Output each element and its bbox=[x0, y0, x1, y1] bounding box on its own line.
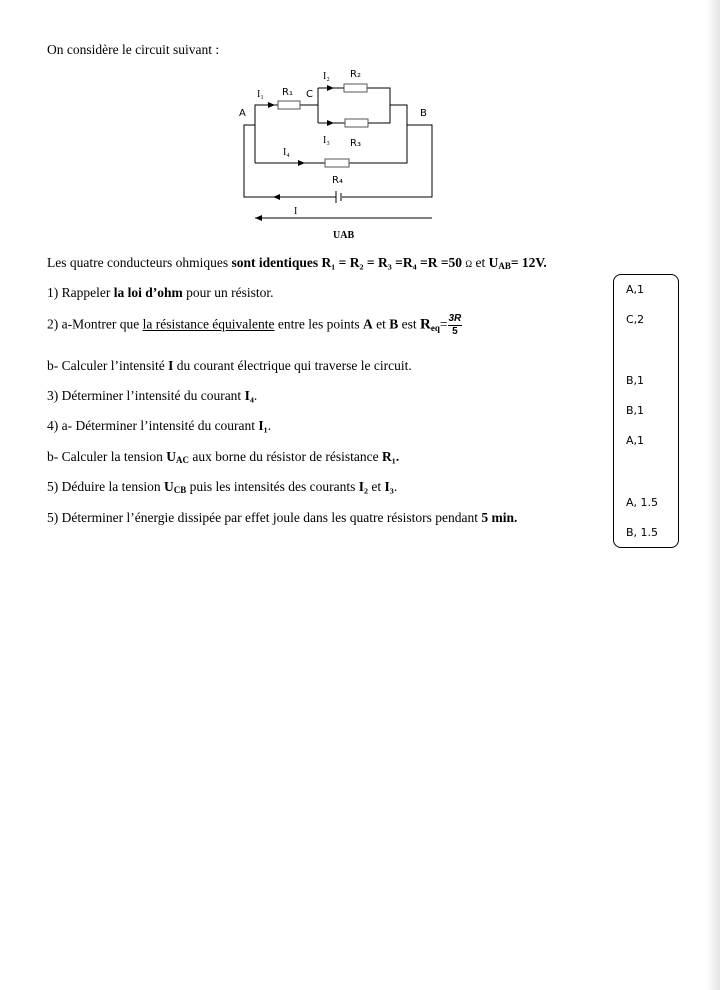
circuit-diagram bbox=[0, 0, 720, 250]
node-a-label: A bbox=[239, 108, 246, 119]
question-1: 1) Rappeler la loi d’ohm pour un résistor. bbox=[47, 285, 274, 300]
question-3: 3) Déterminer l’intensité du courant I₄. bbox=[47, 388, 258, 403]
resistor-r2 bbox=[344, 84, 367, 92]
resistor-r1 bbox=[278, 101, 300, 109]
mark-4: B,1 bbox=[626, 404, 645, 417]
i1-label: I₁ bbox=[257, 89, 264, 100]
r4-label: R₄ bbox=[332, 175, 343, 186]
i2-label: I₂ bbox=[323, 71, 330, 82]
question-2a: 2) a-Montrer que la résistance équivalente entre les points A et B est $R_{eq}=$ $\frac{3R}{5}$ bbox=[47, 313, 462, 337]
statement: Les quatre conducteurs ohmiques sont identiques R₁ = R₂ = R₃ =R₄ =R =50 Ω et $U_{AB}= 12V$. bbox=[47, 255, 547, 271]
r2-label: R₂ bbox=[350, 69, 361, 80]
r1-label: R₁ bbox=[282, 87, 293, 98]
i3-label: I₃ bbox=[323, 135, 330, 146]
i-label: I bbox=[294, 206, 298, 217]
node-c-label: C bbox=[306, 89, 313, 100]
question-4a: 4) a- Déterminer l’intensité du courant I₁. bbox=[47, 418, 272, 433]
question-4b: b- Calculer la tension $U_{AC}$ aux borne du résistor de résistance R₁. bbox=[47, 449, 400, 465]
mark-7: B, 1.5 bbox=[626, 526, 659, 539]
intro-text: On considère le circuit suivant : bbox=[47, 42, 220, 57]
resistor-r3 bbox=[345, 119, 368, 127]
wires bbox=[244, 88, 432, 218]
mark-2: C,2 bbox=[626, 313, 645, 326]
mark-3: B,1 bbox=[626, 374, 645, 387]
question-2b: b- Calculer l’intensité I du courant électrique qui traverse le circuit. bbox=[47, 358, 412, 373]
battery bbox=[336, 191, 341, 203]
req-fraction: $\frac{3R}{5}$ bbox=[448, 313, 462, 337]
mark-6: A, 1.5 bbox=[626, 496, 659, 509]
question-6: 5) Déterminer l’énergie dissipée par effet joule dans les quatre résistors pendant 5 min. bbox=[47, 510, 518, 525]
r3-label: R₃ bbox=[350, 138, 361, 149]
uab-label: UAB bbox=[333, 230, 355, 241]
mark-5: A,1 bbox=[626, 434, 645, 447]
node-b-label: B bbox=[420, 108, 427, 119]
question-5: 5) Déduire la tension $U_{CB}$ puis les intensités des courants I₂ et I₃. bbox=[47, 479, 398, 495]
mark-1: A,1 bbox=[626, 283, 645, 296]
resistor-r4 bbox=[325, 159, 349, 167]
i4-label: I₄ bbox=[283, 147, 290, 158]
